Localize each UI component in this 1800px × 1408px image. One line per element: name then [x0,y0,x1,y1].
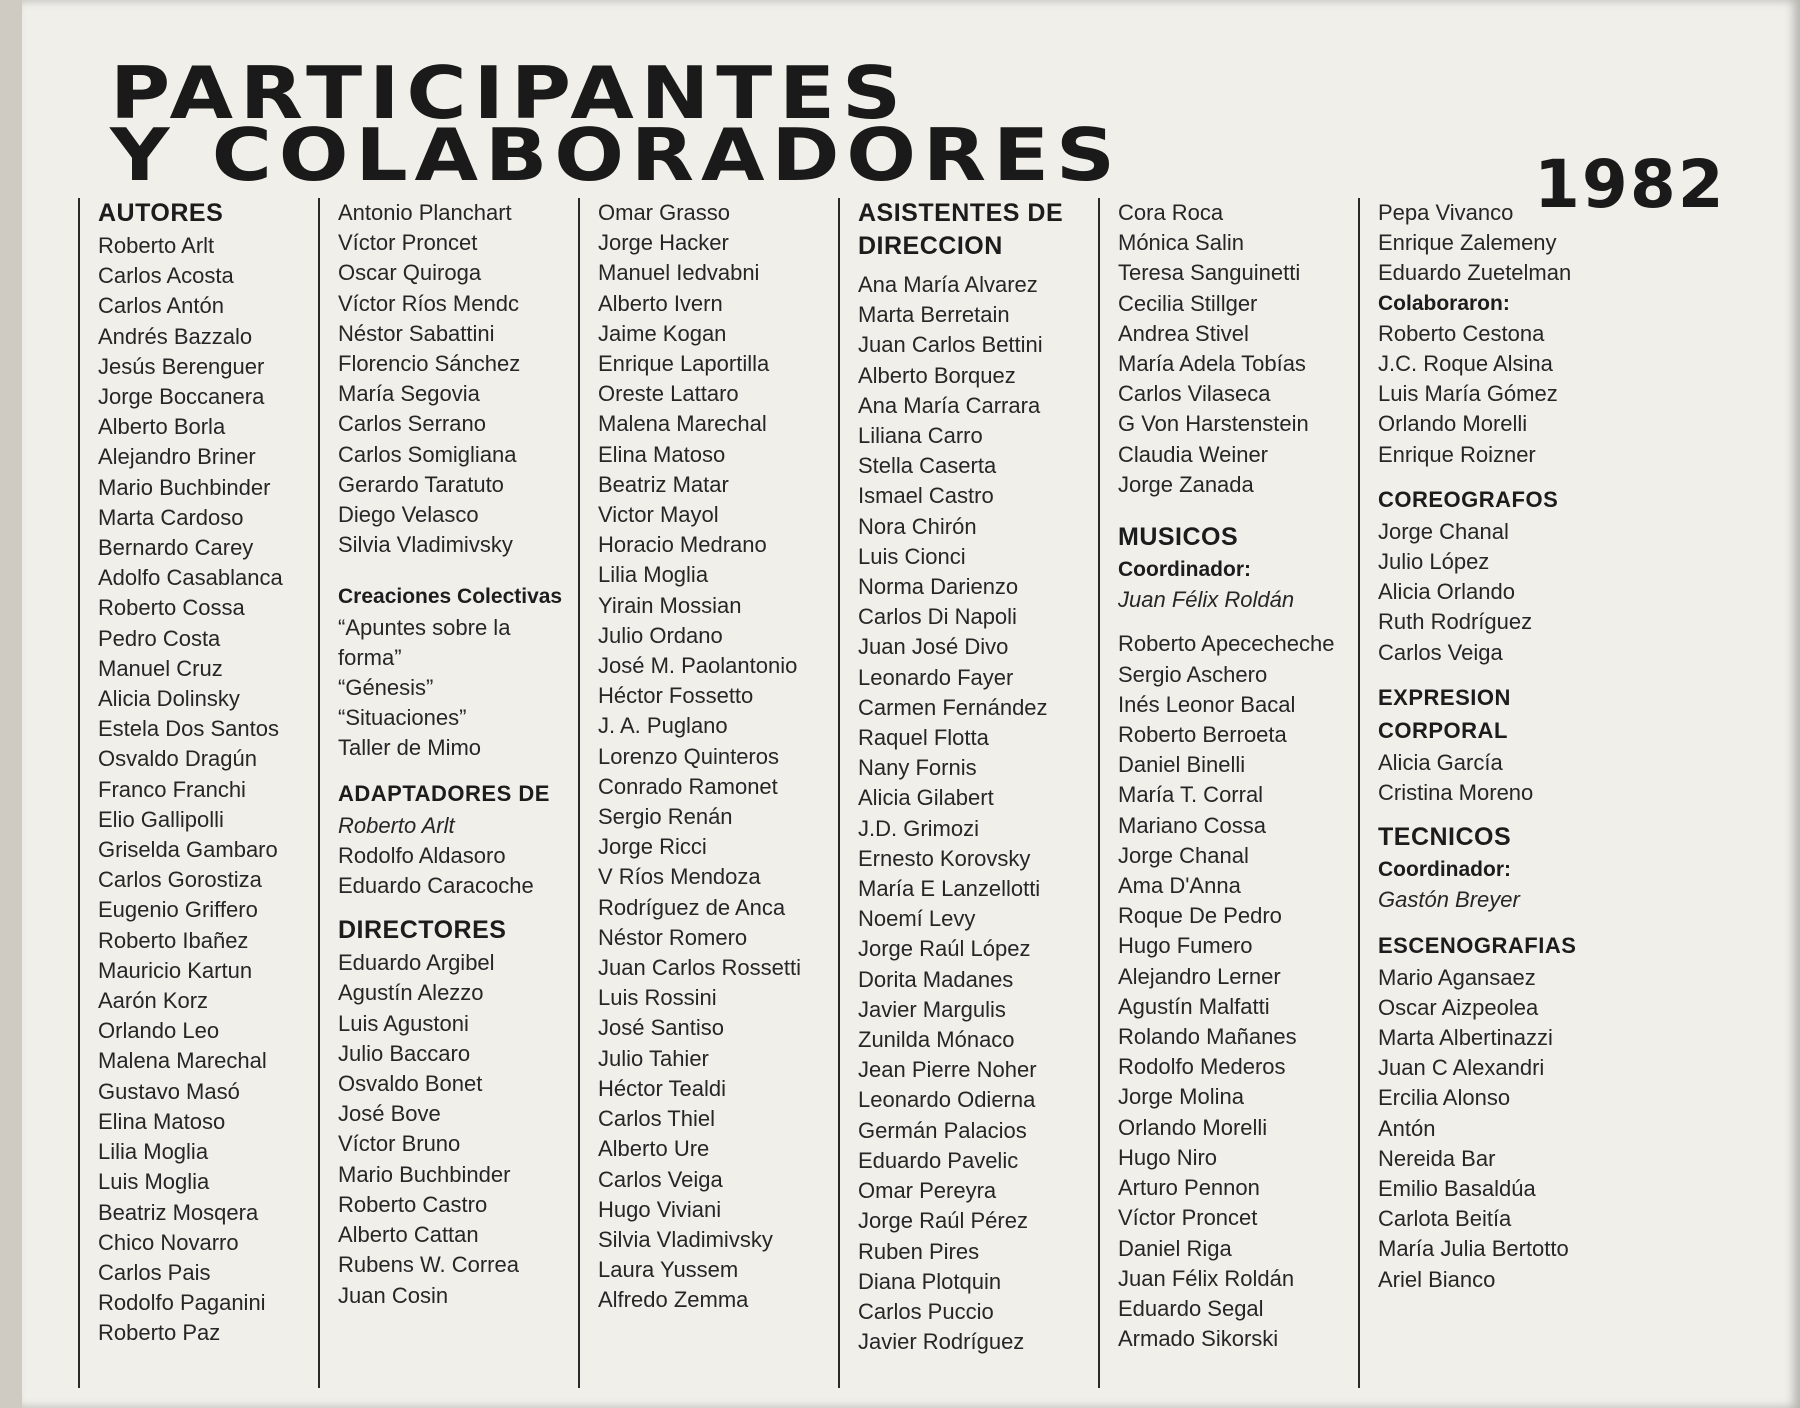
autores-heading: AUTORES [98,199,224,227]
name-item: Diana Plotquin [858,1268,1002,1294]
name-item: Jesús Berenguer [98,353,265,379]
name-item: Eduardo Segal [1118,1295,1264,1321]
asistentes-heading-1: ASISTENTES DE [858,199,1064,227]
column-5 [1098,198,1358,1388]
name-item: Daniel Binelli [1118,752,1246,778]
name-item: Oreste Lattaro [598,381,739,407]
name-item: Elio Gallipolli [98,806,224,832]
name-item: Alberto Borla [98,414,226,440]
name-item: Beatriz Mosqera [98,1199,259,1225]
name-item: Agustín Malfatti [1118,993,1270,1019]
name-item: Pepa Vivanco [1378,200,1514,225]
name-item: Nereida Bar [1378,1145,1496,1171]
escenografias-heading: ESCENOGRAFIAS [1378,932,1577,958]
name-item: Alicia Gilabert [858,785,994,811]
name-item: Luis Moglia [98,1169,210,1195]
name-item: Roberto Castro [338,1191,488,1217]
name-item: Luis Rossini [598,985,717,1011]
name-item: José Santiso [598,1015,724,1041]
name-item: María E Lanzellotti [858,876,1041,902]
name-item: Alberto Ivern [598,290,723,316]
name-item: Julio Tahier [598,1045,709,1071]
name-item: Jorge Raúl Pérez [858,1208,1028,1234]
name-item: Franco Franchi [98,776,246,802]
name-item: Marta Albertinazzi [1378,1025,1553,1051]
column-autores [78,198,318,1388]
name-item: Yirain Mossian [598,592,742,618]
name-item: Conrado Ramonet [598,773,778,799]
name-item: Enrique Roizner [1378,441,1536,467]
name-item: Héctor Tealdi [598,1075,726,1101]
adaptadores-heading: ADAPTADORES DE [338,780,550,806]
name-item: Noemí Levy [858,906,976,932]
name-item: Roque De Pedro [1118,903,1282,929]
name-item: Juan C Alexandri [1378,1055,1545,1081]
name-item: Ana María Carrara [858,392,1041,418]
name-item: Víctor Proncet [1118,1205,1258,1231]
name-item: Roberto Cestona [1378,320,1545,346]
name-item: Rodolfo Paganini [98,1290,266,1316]
name-item: Marta Berretain [858,302,1010,328]
asistentes-list-cont [1118,198,1358,500]
name-item: Orlando Leo [98,1018,220,1044]
name-item: Lorenzo Quinteros [598,743,779,769]
name-item: Ruben Pires [858,1238,980,1264]
creaciones-heading: Creaciones Colectivas [338,585,563,609]
name-item: Rodolfo Mederos [1118,1054,1286,1080]
name-item: Diego Velasco [338,502,479,528]
name-item: Lilia Moglia [98,1139,209,1165]
name-item: Andrea Stivel [1118,320,1249,346]
name-item: Armado Sikorski [1118,1326,1279,1352]
name-item: Arturo Pennon [1118,1175,1260,1201]
name-item: Elina Matoso [598,441,726,467]
name-item: Carlota Beitía [1378,1206,1512,1232]
creaciones-list [338,613,578,764]
name-item: Julio López [1378,549,1490,575]
name-item: Cristina Moreno [1378,780,1534,806]
name-item: “Génesis” [338,675,434,701]
name-item: Alejandro Briner [98,444,256,470]
musicos-list [1118,629,1358,1354]
name-item: Nora Chirón [858,513,977,539]
name-item: Elina Matoso [98,1108,226,1134]
column-6 [1358,198,1608,1388]
escenografias-list [1378,963,1608,1295]
name-item: Florencio Sánchez [338,351,521,377]
name-item: Norma Darienzo [858,574,1019,600]
name-item: Mario Agansaez [1378,964,1536,990]
name-item: Roberto Apececheche [1118,631,1335,657]
asistentes-list [858,270,1098,1357]
name-item: Hugo Viviani [598,1196,722,1222]
name-item: María Segovia [338,381,480,407]
name-item: Malena Marechal [598,411,767,437]
name-item: Oscar Quiroga [338,260,482,286]
name-item: Ama D'Anna [1118,873,1241,899]
name-item: Jorge Hacker [598,230,729,256]
name-item: Eduardo Zuetelman [1378,260,1572,286]
musicos-coordinator-label: Coordinador: [1118,558,1251,582]
name-item: Javier Rodríguez [858,1329,1025,1355]
name-item: Rodolfo Aldasoro [338,842,506,868]
name-item: Hugo Fumero [1118,933,1253,959]
adaptadores-subheading: Roberto Arlt [338,812,455,838]
name-item: Juan Cosin [338,1282,449,1308]
name-item: Orlando Morelli [1378,411,1528,437]
expresion-heading-1: EXPRESION [1378,684,1511,710]
name-item: José M. Paolantonio [598,653,798,679]
adaptadores-list [338,841,578,901]
name-item: Ariel Bianco [1378,1266,1496,1292]
name-item: Ana María Alvarez [858,272,1038,297]
name-item: Rolando Mañanes [1118,1024,1297,1050]
name-item: Jorge Chanal [1378,518,1509,544]
name-item: Gerardo Taratuto [338,471,504,497]
name-item: Carlos Gorostiza [98,867,262,893]
name-item: J.D. Grimozi [858,815,979,841]
name-item: Orlando Morelli [1118,1114,1268,1140]
name-item: Silvia Vladimivsky [338,532,513,558]
name-item: Zunilda Mónaco [858,1027,1015,1053]
name-item: Carlos Vilaseca [1118,381,1271,407]
name-item: Rubens W. Correa [338,1252,519,1278]
name-item: María T. Corral [1118,782,1264,808]
expresion-list [1378,748,1608,808]
name-item: Emilio Basaldúa [1378,1176,1536,1202]
name-item: Horacio Medrano [598,532,767,558]
tecnicos-coordinator-name: Gastón Breyer [1378,887,1520,913]
name-item: Inés Leonor Bacal [1118,691,1296,717]
name-item: J. A. Puglano [598,713,728,739]
name-item: Alfredo Zemma [598,1287,749,1313]
name-item: Claudia Weiner [1118,441,1269,467]
name-item: Andrés Bazzalo [98,323,253,349]
name-item: Víctor Ríos Mendc [338,290,519,316]
name-item: Chico Novarro [98,1229,239,1255]
name-item: Cora Roca [1118,200,1224,225]
name-item: Julio Baccaro [338,1040,471,1066]
name-item: Alicia Orlando [1378,579,1515,605]
name-item: Roberto Arlt [98,233,215,258]
name-item: Stella Caserta [858,453,997,479]
name-item: Eduardo Argibel [338,950,495,976]
name-item: Victor Mayol [598,502,719,528]
name-item: José Bove [338,1101,441,1127]
name-item: Omar Pereyra [858,1178,997,1204]
name-item: Carlos Pais [98,1259,211,1285]
name-item: Ercilia Alonso [1378,1085,1511,1111]
name-item: Carlos Di Napoli [858,604,1017,630]
name-item: Carmen Fernández [858,694,1048,720]
name-item: Víctor Proncet [338,230,478,256]
name-item: Sergio Aschero [1118,661,1268,687]
name-item: Lilia Moglia [598,562,709,588]
autores-list-cont [338,198,578,560]
name-item: Néstor Romero [598,924,748,950]
coreografos-list [1378,517,1608,668]
name-item: Ernesto Korovsky [858,845,1031,871]
coreografos-heading: COREOGRAFOS [1378,486,1559,512]
name-item: Ruth Rodríguez [1378,609,1533,635]
name-item: Carlos Puccio [858,1298,994,1324]
name-item: Osvaldo Dragún [98,746,257,772]
name-item: Antón [1378,1115,1436,1141]
name-item: Gustavo Masó [98,1078,240,1104]
name-item: “Situaciones” [338,705,467,731]
name-item: “Apuntes sobre la [338,614,511,640]
directores-heading: DIRECTORES [338,916,507,945]
column-2 [318,198,578,1388]
name-item: Nany Fornis [858,755,977,781]
year-label: 1982 [1534,146,1726,223]
name-item: María Julia Bertotto [1378,1236,1569,1262]
name-item: Carlos Veiga [1378,639,1503,665]
name-item: Eugenio Griffero [98,897,258,923]
name-item: Aarón Korz [98,988,209,1014]
colaboraron-label: Colaboraron: [1378,291,1510,315]
name-item: Jorge Boccanera [98,384,265,410]
name-item: Jorge Molina [1118,1084,1244,1110]
name-item: Alejandro Lerner [1118,963,1281,989]
autores-list [98,231,318,1349]
name-item: Mario Buchbinder [98,474,271,500]
name-item: Jorge Raúl López [858,936,1031,962]
name-item: Alicia Dolinsky [98,686,240,712]
name-item: Jorge Ricci [598,834,707,860]
name-item: Alberto Ure [598,1136,710,1162]
name-item: Liliana Carro [858,423,983,449]
column-4 [838,198,1098,1388]
name-item: Enrique Zalemeny [1378,230,1557,256]
name-item: Daniel Riga [1118,1235,1232,1261]
name-item: Roberto Ibañez [98,927,249,953]
name-item: Eduardo Pavelic [858,1147,1019,1173]
name-item: Juan Carlos Rossetti [598,955,801,981]
tecnicos-heading: TECNICOS [1378,823,1512,852]
name-item: Laura Yussem [598,1257,739,1283]
name-item: Oscar Aizpeolea [1378,994,1539,1020]
name-item: Leonardo Fayer [858,664,1014,690]
name-item: Hugo Niro [1118,1144,1218,1170]
name-item: V Ríos Mendoza [598,864,761,890]
name-item: J.C. Roque Alsina [1378,351,1553,377]
name-item: Raquel Flotta [858,725,989,751]
name-item: Luis Cionci [858,543,966,569]
name-item: Mauricio Kartun [98,957,253,983]
name-item: Luis María Gómez [1378,381,1558,407]
name-item: Jean Pierre Noher [858,1057,1037,1083]
name-item: Javier Margulis [858,996,1006,1022]
name-item: Jorge Zanada [1118,471,1254,497]
name-item: Bernardo Carey [98,535,254,561]
name-item: Pedro Costa [98,625,221,651]
directores-list [338,948,578,1310]
name-item: Cecilia Stillger [1118,290,1258,316]
name-item: Rodríguez de Anca [598,894,786,920]
name-item: Carlos Thiel [598,1106,715,1132]
page-title [110,51,1122,197]
tecnicos-coordinator-label: Coordinador: [1378,858,1511,882]
name-item: Luis Agustoni [338,1010,469,1036]
name-item: Manuel Cruz [98,655,223,681]
name-item: Omar Grasso [598,200,731,225]
expresion-heading-2: CORPORAL [1378,717,1508,743]
asistentes-heading-2: DIRECCION [858,232,1003,260]
name-item: Griselda Gambaro [98,837,278,863]
name-item: Jorge Chanal [1118,842,1249,868]
name-item: Mónica Salin [1118,230,1244,256]
name-item: Mario Buchbinder [338,1161,511,1187]
name-item: Carlos Veiga [598,1166,723,1192]
name-item: Ismael Castro [858,483,994,509]
name-item: Estela Dos Santos [98,716,279,742]
name-item: Carlos Serrano [338,411,486,437]
name-item: Silvia Vladimivsky [598,1226,773,1252]
column-3 [578,198,838,1388]
name-item: Juan Félix Roldán [1118,1265,1295,1291]
name-item: Mariano Cossa [1118,812,1266,838]
name-item: G Von Harstenstein [1118,411,1309,437]
name-item: Roberto Berroeta [1118,722,1287,748]
musicos-heading: MUSICOS [1118,523,1239,552]
name-item: Germán Palacios [858,1117,1027,1143]
name-item: Carlos Antón [98,293,224,319]
name-item: Antonio Planchart [338,200,512,225]
name-item: Alicia García [1378,749,1503,775]
name-item: Agustín Alezzo [338,980,484,1006]
name-item: Juan José Divo [858,634,1009,660]
name-item: Sergio Renán [598,804,733,830]
name-item: Manuel Iedvabni [598,260,760,286]
name-item: Teresa Sanguinetti [1118,260,1301,286]
name-item: Jaime Kogan [598,320,727,346]
title-line-2: Y COLABORADORES [110,113,1122,197]
musicos-list-cont [1378,198,1608,289]
directores-list-cont [598,198,838,1316]
name-item: Enrique Laportilla [598,351,770,377]
name-item: Víctor Bruno [338,1131,461,1157]
name-item: Dorita Madanes [858,966,1014,992]
colaboraron-list [1378,319,1608,470]
name-item: Carlos Somigliana [338,441,517,467]
name-item: Roberto Cossa [98,595,245,621]
musicos-coordinator-name: Juan Félix Roldán [1118,587,1295,613]
name-item: forma” [338,644,402,670]
name-item: María Adela Tobías [1118,351,1306,377]
name-item: Leonardo Odierna [858,1087,1036,1113]
name-item: Alberto Cattan [338,1222,479,1248]
name-item: Roberto Paz [98,1320,221,1346]
name-item: Julio Ordano [598,622,723,648]
name-item: Alberto Borquez [858,362,1016,388]
program-page [22,0,1800,1408]
title-line-1: PARTICIPANTES [110,51,908,135]
name-item: Eduardo Caracoche [338,873,534,899]
name-item: Néstor Sabattini [338,320,495,346]
name-item: Malena Marechal [98,1048,267,1074]
name-item: Marta Cardoso [98,504,244,530]
name-item: Adolfo Casablanca [98,565,283,591]
name-item: Osvaldo Bonet [338,1071,483,1097]
name-item: Taller de Mimo [338,735,482,761]
name-item: Juan Carlos Bettini [858,332,1043,358]
name-item: Beatriz Matar [598,471,729,497]
name-item: Héctor Fossetto [598,683,754,709]
name-item: Carlos Acosta [98,263,234,289]
